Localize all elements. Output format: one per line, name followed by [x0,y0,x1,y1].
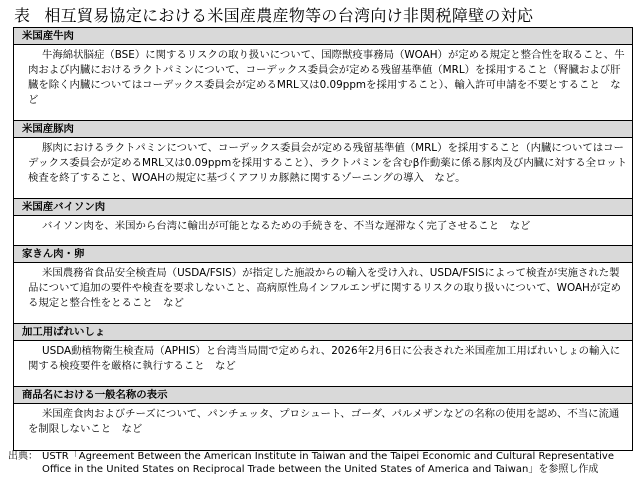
table-title-text: 相互貿易協定における米国産農産物等の台湾向け非関税障壁の対応 [44,6,534,25]
section-body-potato [14,341,632,387]
section-text-bison: バイソン肉を、米国から台湾に輸出が可能となるための手続きを、不当な遅滞なく完了させること など [42,220,531,232]
section-text-potato: USDA動植物衛生検査局（APHIS）と台湾当局間で定められ、2026年2月6日に公表された米国産加工用ばれいしょの輸入に関する検疫要件を厳格に執行すること など [28,345,621,372]
measures-table [13,27,633,451]
section-text-pork: 豚肉におけるラクトパミンについて、コーデックス委員会が定める残留基準値（MRL）を採用すること（内臓についてはコーデックス委員会が定めるMRL又は0.09ppmを採用すること）、ラクトパミンを含むβ作動薬に係る豚肉及び内臓に対する全ロット検査を終了すること、WOAHの規定に基づくアフリカ豚熱に関するゾーニングの導入 など。 [28,142,628,184]
section-heading-potato: 加工用ばれいしょ [14,324,632,341]
section-heading-poultry: 家きん肉・卵 [14,246,632,263]
table-title [14,5,634,27]
section-body-bison [14,216,632,246]
section-heading-beef: 米国産牛肉 [14,28,632,45]
section-heading-common-names: 商品名における一般名称の表示 [14,387,632,404]
table-title-lead: 表 [14,6,31,25]
section-body-pork [14,138,632,199]
section-body-poultry [14,263,632,324]
section-text-beef: 牛海綿状脳症（BSE）に関するリスクの取り扱いについて、国際獣疫事務局（WOAH）が定める規定と整合性を取ること、牛肉および内臓におけるラクトパミンについて、コーデックス委員会が定める残留基準値（MRL）を採用すること（腎臓および肝臓を除く内臓についてはコーデックス委員会が定めるMRL又は0.09ppmを採用すること）、輸入許可申請を不要とすること など [28,49,625,106]
section-heading-pork: 米国産豚肉 [14,121,632,138]
section-text-common-names: 米国産食肉およびチーズについて、パンチェッタ、プロシュート、ゴーダ、パルメザンなどの名称の使用を認め、不当に流通を制限しないこと など [28,408,620,435]
source-text: USTR「Agreement Between the American Institute in Taiwan and the Taipei Economic and Cultural Representative Office in the United States on Reciprocal Trade between the United States of America and Taiwan」を参照し作成 [42,451,615,475]
section-body-common-names [14,404,632,450]
section-body-beef [14,45,632,121]
source-label: 出典： [8,451,38,462]
source-note [8,450,634,476]
section-text-poultry: 米国農務省食品安全検査局（USDA/FSIS）が指定した施設からの輸入を受け入れ、USDA/FSISによって検査が実施された製品について追加の要件や検査を要求しないこと、高病原性鳥インフルエンザに関するリスクの取り扱いについて、WOAHが定める規定と整合性をとること など [28,267,622,309]
section-heading-bison: 米国産バイソン肉 [14,199,632,216]
